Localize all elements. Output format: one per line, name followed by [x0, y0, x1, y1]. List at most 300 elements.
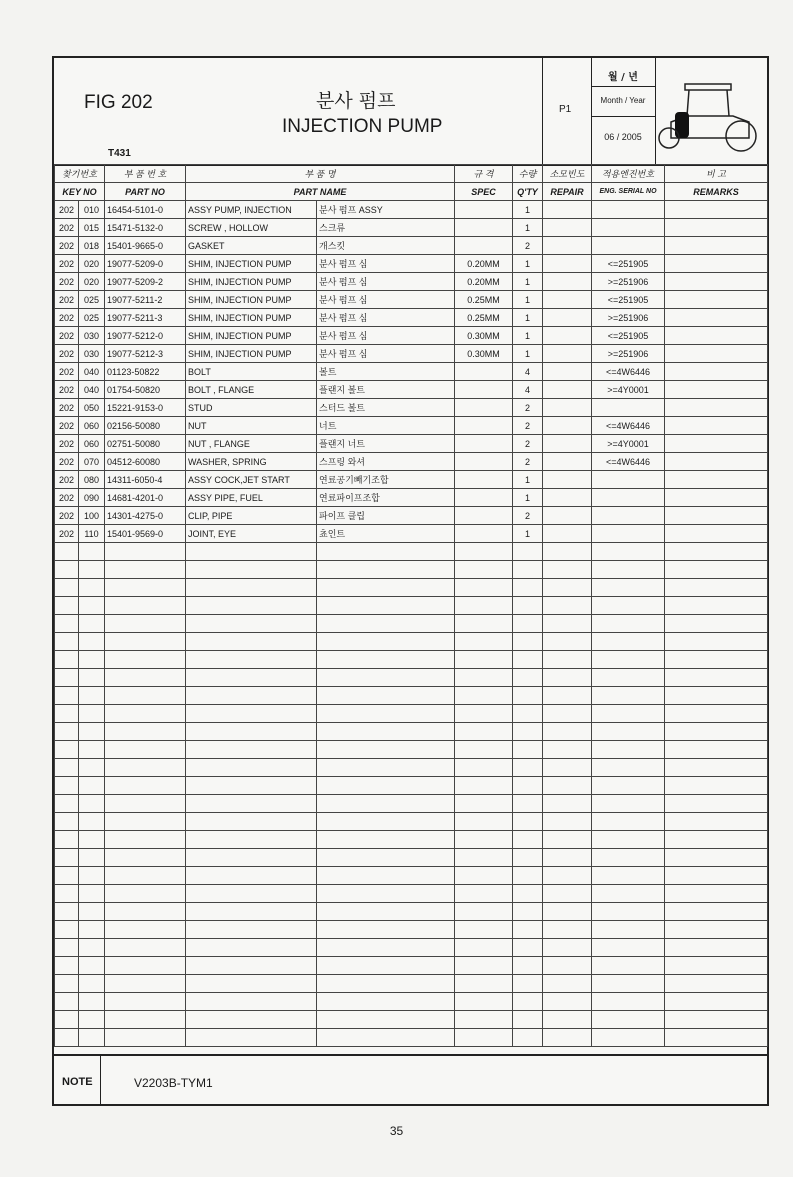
- cell-name-ko: 분사 펌프 심: [317, 273, 455, 291]
- cell-name-en: [186, 705, 317, 723]
- col-serial-ko: 적용엔진번호: [592, 165, 665, 183]
- cell-qty: 2: [513, 435, 543, 453]
- cell-k2: [79, 651, 105, 669]
- cell-remarks: [665, 507, 768, 525]
- cell-serial: [592, 849, 665, 867]
- note-label: NOTE: [62, 1076, 93, 1088]
- cell-name-ko: 분사 펌프 심: [317, 345, 455, 363]
- cell-k2: 018: [79, 237, 105, 255]
- cell-k1: [55, 831, 79, 849]
- cell-qty: [513, 759, 543, 777]
- cell-k1: [55, 669, 79, 687]
- cell-name-ko: 쵸인트: [317, 525, 455, 543]
- cell-qty: [513, 993, 543, 1011]
- header-divider: [542, 58, 543, 164]
- cell-remarks: [665, 777, 768, 795]
- cell-name-ko: 연료공기빼기조합: [317, 471, 455, 489]
- cell-name-en: JOINT, EYE: [186, 525, 317, 543]
- cell-k1: [55, 741, 79, 759]
- col-serial: ENG. SERIAL NO: [592, 183, 665, 201]
- cell-name-en: [186, 831, 317, 849]
- cell-part-no: 02156-50080: [105, 417, 186, 435]
- cell-repair: [543, 453, 592, 471]
- cell-remarks: [665, 993, 768, 1011]
- cell-remarks: [665, 345, 768, 363]
- cell-serial: [592, 651, 665, 669]
- cell-remarks: [665, 885, 768, 903]
- cell-k1: [55, 957, 79, 975]
- cell-k2: [79, 867, 105, 885]
- cell-spec: [455, 219, 513, 237]
- cell-qty: 1: [513, 525, 543, 543]
- cell-name-en: CLIP, PIPE: [186, 507, 317, 525]
- title-korean: 분사 펌프: [316, 90, 396, 112]
- cell-serial: [592, 1011, 665, 1029]
- cell-repair: [543, 201, 592, 219]
- cell-spec: [455, 669, 513, 687]
- cell-name-en: [186, 669, 317, 687]
- cell-serial: >=251906: [592, 345, 665, 363]
- cell-serial: [592, 543, 665, 561]
- cell-k1: [55, 1011, 79, 1029]
- cell-part-no: 15401-9665-0: [105, 237, 186, 255]
- cell-k2: [79, 1029, 105, 1047]
- cell-spec: [455, 687, 513, 705]
- cell-spec: [455, 939, 513, 957]
- cell-name-ko: [317, 561, 455, 579]
- cell-qty: [513, 885, 543, 903]
- cell-part-no: 19077-5209-2: [105, 273, 186, 291]
- cell-repair: [543, 741, 592, 759]
- cell-spec: 0.20MM: [455, 273, 513, 291]
- cell-name-ko: [317, 777, 455, 795]
- cell-k1: [55, 885, 79, 903]
- cell-qty: [513, 687, 543, 705]
- cell-name-en: [186, 561, 317, 579]
- cell-repair: [543, 633, 592, 651]
- cell-qty: [513, 939, 543, 957]
- cell-k1: 202: [55, 435, 79, 453]
- cell-serial: <=251905: [592, 327, 665, 345]
- cell-repair: [543, 399, 592, 417]
- cell-repair: [543, 543, 592, 561]
- cell-part-no: 16454-5101-0: [105, 201, 186, 219]
- cell-spec: [455, 867, 513, 885]
- empty-row: [55, 993, 768, 1011]
- table-row: [55, 291, 768, 309]
- cell-remarks: [665, 309, 768, 327]
- cell-name-ko: [317, 651, 455, 669]
- empty-row: [55, 597, 768, 615]
- cell-part-no: [105, 633, 186, 651]
- cell-qty: 2: [513, 507, 543, 525]
- cell-name-ko: [317, 759, 455, 777]
- cell-remarks: [665, 633, 768, 651]
- cell-k1: [55, 1029, 79, 1047]
- cell-name-en: [186, 885, 317, 903]
- cell-part-no: 01123-50822: [105, 363, 186, 381]
- parts-sheet: [52, 56, 769, 1106]
- cell-part-no: [105, 723, 186, 741]
- table-row: [55, 309, 768, 327]
- cell-remarks: [665, 255, 768, 273]
- cell-qty: [513, 921, 543, 939]
- cell-serial: [592, 489, 665, 507]
- cell-k2: [79, 705, 105, 723]
- cell-spec: [455, 237, 513, 255]
- cell-serial: [592, 633, 665, 651]
- cell-serial: >=4Y0001: [592, 435, 665, 453]
- header-rule: [591, 116, 655, 117]
- header-rule: [591, 86, 655, 87]
- cell-k2: 015: [79, 219, 105, 237]
- table-row: [55, 363, 768, 381]
- cell-serial: <=251905: [592, 291, 665, 309]
- cell-part-no: [105, 813, 186, 831]
- cell-serial: [592, 939, 665, 957]
- cell-repair: [543, 903, 592, 921]
- cell-spec: [455, 903, 513, 921]
- cell-spec: [455, 471, 513, 489]
- cell-name-en: [186, 939, 317, 957]
- cell-k2: 030: [79, 327, 105, 345]
- cell-serial: [592, 579, 665, 597]
- cell-name-en: [186, 921, 317, 939]
- cell-k1: [55, 651, 79, 669]
- cell-qty: 2: [513, 453, 543, 471]
- cell-name-en: SHIM, INJECTION PUMP: [186, 309, 317, 327]
- cell-spec: [455, 957, 513, 975]
- cell-name-ko: 개스킷: [317, 237, 455, 255]
- cell-k1: [55, 597, 79, 615]
- cell-k1: [55, 633, 79, 651]
- cell-remarks: [665, 417, 768, 435]
- col-spec: SPEC: [455, 183, 513, 201]
- col-part-no: PART NO: [105, 183, 186, 201]
- table-row: [55, 237, 768, 255]
- cell-k2: 070: [79, 453, 105, 471]
- cell-remarks: [665, 1029, 768, 1047]
- cell-qty: [513, 543, 543, 561]
- table-row: [55, 201, 768, 219]
- cell-serial: [592, 921, 665, 939]
- cell-part-no: [105, 741, 186, 759]
- cell-part-no: 14301-4275-0: [105, 507, 186, 525]
- cell-name-ko: [317, 633, 455, 651]
- cell-k2: [79, 921, 105, 939]
- cell-k2: [79, 993, 105, 1011]
- cell-k2: [79, 777, 105, 795]
- cell-part-no: [105, 543, 186, 561]
- cell-k2: [79, 975, 105, 993]
- cell-k2: 040: [79, 363, 105, 381]
- cell-repair: [543, 309, 592, 327]
- cell-serial: [592, 885, 665, 903]
- cell-part-no: [105, 687, 186, 705]
- cell-part-no: 14311-6050-4: [105, 471, 186, 489]
- cell-repair: [543, 345, 592, 363]
- cell-k1: 202: [55, 381, 79, 399]
- cell-k2: 020: [79, 273, 105, 291]
- cell-spec: [455, 777, 513, 795]
- cell-remarks: [665, 291, 768, 309]
- header-divider: [655, 58, 656, 164]
- cell-spec: [455, 489, 513, 507]
- table-row: [55, 507, 768, 525]
- cell-repair: [543, 669, 592, 687]
- cell-remarks: [665, 579, 768, 597]
- cell-serial: [592, 687, 665, 705]
- table-row: [55, 327, 768, 345]
- cell-k1: [55, 615, 79, 633]
- cell-repair: [543, 777, 592, 795]
- cell-remarks: [665, 741, 768, 759]
- empty-row: [55, 723, 768, 741]
- empty-row: [55, 831, 768, 849]
- cell-repair: [543, 237, 592, 255]
- empty-row: [55, 651, 768, 669]
- col-remarks-ko: 비 고: [665, 165, 768, 183]
- cell-repair: [543, 651, 592, 669]
- cell-qty: 2: [513, 237, 543, 255]
- table-row: [55, 417, 768, 435]
- empty-row: [55, 615, 768, 633]
- cell-remarks: [665, 795, 768, 813]
- cell-qty: 1: [513, 291, 543, 309]
- cell-name-en: [186, 903, 317, 921]
- cell-spec: [455, 435, 513, 453]
- cell-k1: [55, 687, 79, 705]
- cell-name-en: [186, 975, 317, 993]
- col-part-name-ko: 부 품 명: [186, 165, 455, 183]
- cell-spec: [455, 993, 513, 1011]
- cell-k2: [79, 597, 105, 615]
- cell-spec: [455, 1011, 513, 1029]
- cell-k2: 040: [79, 381, 105, 399]
- cell-remarks: [665, 867, 768, 885]
- cell-k2: [79, 957, 105, 975]
- col-spec-ko: 규 격: [455, 165, 513, 183]
- cell-name-en: [186, 687, 317, 705]
- cell-qty: [513, 615, 543, 633]
- cell-k2: [79, 885, 105, 903]
- cell-spec: [455, 615, 513, 633]
- cell-name-ko: 분사 펌프 심: [317, 291, 455, 309]
- cell-spec: 0.25MM: [455, 309, 513, 327]
- cell-qty: [513, 1011, 543, 1029]
- cell-name-en: ASSY PIPE, FUEL: [186, 489, 317, 507]
- cell-part-no: [105, 759, 186, 777]
- cell-serial: [592, 561, 665, 579]
- cell-qty: [513, 705, 543, 723]
- cell-k1: [55, 705, 79, 723]
- cell-repair: [543, 561, 592, 579]
- col-part-no-ko: 부 품 번 호: [105, 165, 186, 183]
- empty-row: [55, 561, 768, 579]
- cell-repair: [543, 273, 592, 291]
- cell-part-no: [105, 669, 186, 687]
- cell-name-en: SHIM, INJECTION PUMP: [186, 345, 317, 363]
- cell-repair: [543, 705, 592, 723]
- empty-row: [55, 759, 768, 777]
- cell-name-en: [186, 543, 317, 561]
- cell-name-ko: 분사 펌프 심: [317, 327, 455, 345]
- cell-remarks: [665, 813, 768, 831]
- cell-k1: [55, 867, 79, 885]
- cell-name-ko: 분사 펌프 ASSY: [317, 201, 455, 219]
- cell-spec: [455, 759, 513, 777]
- cell-remarks: [665, 1011, 768, 1029]
- cell-serial: [592, 399, 665, 417]
- empty-row: [55, 813, 768, 831]
- cell-k1: [55, 849, 79, 867]
- cell-spec: [455, 597, 513, 615]
- cell-name-en: [186, 957, 317, 975]
- page-number: 35: [389, 1124, 404, 1138]
- cell-name-en: [186, 597, 317, 615]
- cell-name-ko: 너트: [317, 417, 455, 435]
- cell-k1: 202: [55, 453, 79, 471]
- cell-serial: [592, 705, 665, 723]
- cell-remarks: [665, 597, 768, 615]
- cell-spec: [455, 633, 513, 651]
- cell-part-no: [105, 1011, 186, 1029]
- cell-repair: [543, 687, 592, 705]
- cell-repair: [543, 921, 592, 939]
- cell-spec: [455, 831, 513, 849]
- cell-name-en: [186, 813, 317, 831]
- tractor-icon: [657, 76, 763, 156]
- cell-name-en: [186, 723, 317, 741]
- cell-k2: 025: [79, 309, 105, 327]
- cell-serial: [592, 597, 665, 615]
- cell-k1: [55, 723, 79, 741]
- cell-k1: 202: [55, 291, 79, 309]
- cell-spec: [455, 507, 513, 525]
- cell-name-en: SCREW , HOLLOW: [186, 219, 317, 237]
- cell-name-en: SHIM, INJECTION PUMP: [186, 291, 317, 309]
- cell-spec: [455, 399, 513, 417]
- cell-name-ko: [317, 849, 455, 867]
- cell-qty: 2: [513, 399, 543, 417]
- cell-name-ko: 파이프 클립: [317, 507, 455, 525]
- cell-name-ko: [317, 795, 455, 813]
- cell-name-en: STUD: [186, 399, 317, 417]
- cell-repair: [543, 1029, 592, 1047]
- cell-part-no: [105, 921, 186, 939]
- cell-k1: [55, 813, 79, 831]
- table-row: [55, 453, 768, 471]
- cell-name-en: BOLT , FLANGE: [186, 381, 317, 399]
- cell-serial: [592, 795, 665, 813]
- cell-name-ko: [317, 831, 455, 849]
- cell-name-ko: 분사 펌프 심: [317, 309, 455, 327]
- cell-repair: [543, 867, 592, 885]
- cell-name-ko: [317, 975, 455, 993]
- table-row: [55, 255, 768, 273]
- cell-repair: [543, 489, 592, 507]
- cell-part-no: [105, 885, 186, 903]
- cell-qty: [513, 561, 543, 579]
- cell-k2: [79, 795, 105, 813]
- cell-qty: 1: [513, 345, 543, 363]
- cell-remarks: [665, 363, 768, 381]
- cell-name-en: GASKET: [186, 237, 317, 255]
- cell-qty: 1: [513, 273, 543, 291]
- cell-remarks: [665, 831, 768, 849]
- cell-name-ko: [317, 957, 455, 975]
- cell-k2: 025: [79, 291, 105, 309]
- cell-k1: [55, 777, 79, 795]
- col-qty: Q'TY: [513, 183, 543, 201]
- cell-name-ko: [317, 939, 455, 957]
- cell-qty: 4: [513, 381, 543, 399]
- cell-k1: [55, 939, 79, 957]
- cell-name-en: [186, 759, 317, 777]
- cell-k1: [55, 561, 79, 579]
- cell-remarks: [665, 471, 768, 489]
- cell-spec: 0.30MM: [455, 345, 513, 363]
- note-section: [54, 1054, 767, 1106]
- cell-k2: 020: [79, 255, 105, 273]
- cell-name-en: SHIM, INJECTION PUMP: [186, 255, 317, 273]
- note-divider: [100, 1056, 101, 1106]
- cell-k1: [55, 795, 79, 813]
- cell-repair: [543, 723, 592, 741]
- cell-serial: [592, 471, 665, 489]
- cell-k1: 202: [55, 471, 79, 489]
- cell-qty: 2: [513, 417, 543, 435]
- cell-qty: [513, 867, 543, 885]
- cell-k2: [79, 633, 105, 651]
- cell-serial: [592, 867, 665, 885]
- cell-remarks: [665, 543, 768, 561]
- header-row-korean: [55, 165, 768, 183]
- cell-spec: [455, 579, 513, 597]
- cell-qty: 1: [513, 255, 543, 273]
- month-year-label: Month / Year: [600, 96, 646, 105]
- cell-part-no: [105, 795, 186, 813]
- table-row: [55, 273, 768, 291]
- cell-remarks: [665, 705, 768, 723]
- cell-qty: [513, 1029, 543, 1047]
- empty-row: [55, 543, 768, 561]
- cell-k1: [55, 921, 79, 939]
- cell-k1: 202: [55, 273, 79, 291]
- cell-name-ko: 플랜지 볼트: [317, 381, 455, 399]
- cell-name-ko: [317, 615, 455, 633]
- cell-part-no: 19077-5209-0: [105, 255, 186, 273]
- cell-k2: [79, 831, 105, 849]
- cell-k1: 202: [55, 417, 79, 435]
- cell-name-ko: [317, 705, 455, 723]
- cell-k1: [55, 993, 79, 1011]
- cell-serial: <=4W6446: [592, 363, 665, 381]
- cell-spec: [455, 525, 513, 543]
- cell-remarks: [665, 669, 768, 687]
- empty-row: [55, 885, 768, 903]
- table-row: [55, 435, 768, 453]
- cell-remarks: [665, 921, 768, 939]
- cell-repair: [543, 525, 592, 543]
- cell-serial: [592, 741, 665, 759]
- cell-k2: [79, 741, 105, 759]
- cell-serial: [592, 525, 665, 543]
- cell-name-ko: 스프링 와셔: [317, 453, 455, 471]
- cell-repair: [543, 993, 592, 1011]
- sheet-header: [54, 58, 767, 166]
- cell-qty: [513, 579, 543, 597]
